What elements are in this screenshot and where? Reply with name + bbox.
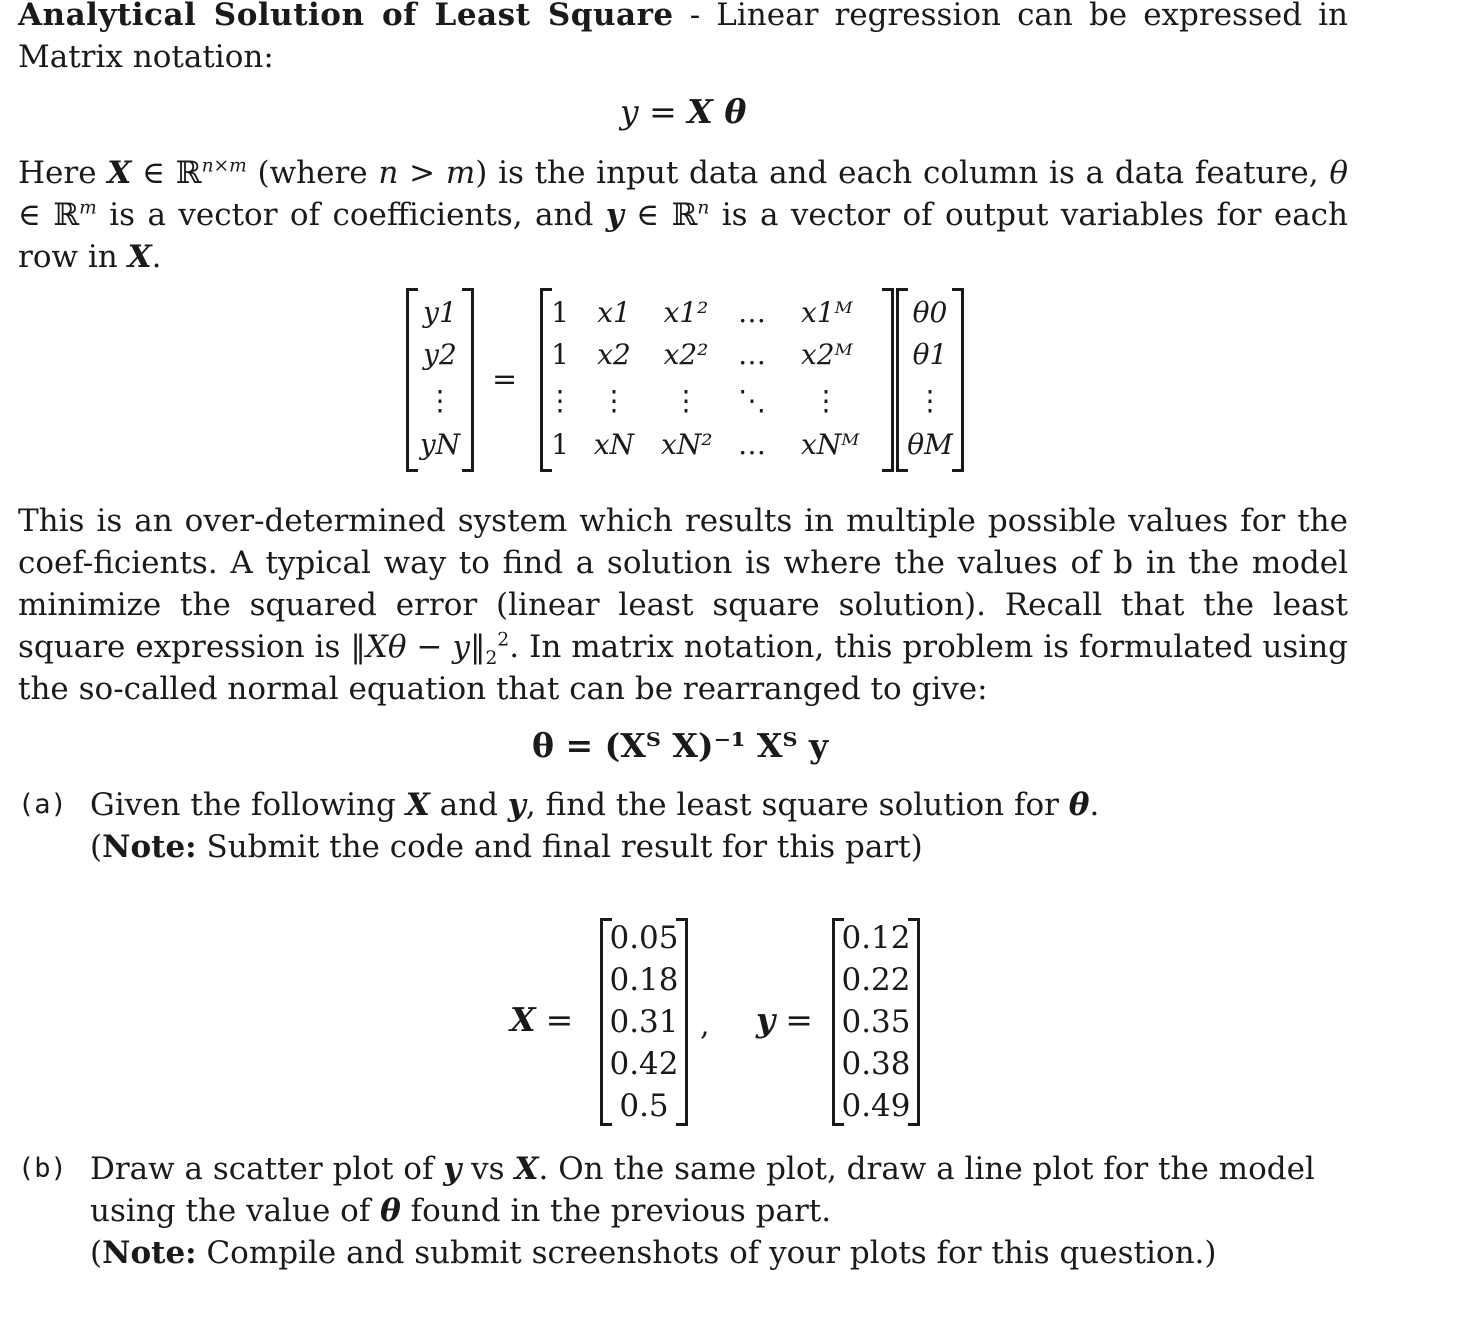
superscript: 2	[497, 629, 510, 651]
normal-equation: θ = (Xᵀ X)⁻¹ Xᵀ y	[532, 726, 829, 765]
theta-cell: θ1	[912, 338, 948, 371]
design-matrix-cell: x2	[597, 338, 631, 371]
text: .	[151, 239, 162, 275]
text: , find the least square solution for	[525, 787, 1069, 823]
note-label: Note:	[102, 1235, 197, 1271]
design-matrix-cell: 1	[551, 338, 569, 371]
superscript: n	[697, 197, 710, 219]
var-X: X	[510, 1000, 536, 1039]
text: ∈ ℝ	[131, 155, 202, 191]
X-value: 0.18	[609, 962, 679, 998]
design-matrix-cell: x1²	[663, 296, 709, 329]
part-a-body	[90, 784, 1348, 868]
eq-y: y	[620, 92, 639, 131]
design-matrix-cell: x2²	[663, 338, 709, 371]
eq-theta: θ	[712, 92, 747, 131]
equals: =	[785, 1000, 813, 1039]
var-m: m	[445, 155, 476, 191]
text: ∈ ℝ	[623, 197, 698, 233]
text: .	[1089, 787, 1100, 823]
design-matrix-cell: x1	[597, 296, 631, 329]
text: and	[429, 787, 508, 823]
text: (where	[246, 155, 379, 191]
X-value: 0.5	[619, 1088, 669, 1124]
definition-paragraph	[18, 152, 1348, 278]
eq-X: X	[687, 92, 713, 131]
design-matrix-cell: xN	[593, 428, 635, 461]
design-matrix-cell: ⋮	[672, 384, 700, 417]
superscript: m	[79, 197, 97, 219]
design-matrix-cell: ⋮	[812, 384, 840, 417]
theta-cell: ⋮	[916, 384, 944, 417]
text: Draw a scatter plot of	[90, 1151, 444, 1187]
var-theta: θ	[1068, 787, 1090, 823]
part-b	[18, 1148, 1348, 1274]
y-value: 0.22	[841, 962, 911, 998]
intro-text: - Linear regression can be expressed in Matrix notation:	[18, 0, 1349, 75]
theta-cell: θM	[907, 428, 953, 461]
design-matrix-cell: …	[738, 338, 766, 371]
comma: ,	[700, 1008, 710, 1043]
text: Given the following	[90, 787, 406, 823]
matrix-equals: =	[492, 362, 518, 397]
var-theta: θ	[1329, 155, 1349, 191]
y-value: 0.49	[841, 1088, 911, 1124]
y-cell: ⋮	[426, 384, 454, 417]
var-y: y	[756, 1000, 776, 1039]
var-y: y	[507, 787, 526, 823]
var-n: n	[378, 155, 399, 191]
design-matrix-cell: 1	[551, 296, 569, 329]
text: >	[398, 155, 446, 191]
text: ∈ ℝ	[18, 197, 80, 233]
part-b-body	[90, 1148, 1348, 1274]
text: is a vector of coefficients, and	[96, 197, 606, 233]
section-heading: Analytical Solution of Least Square	[18, 0, 674, 33]
X-value: 0.31	[609, 1004, 679, 1040]
least-square-paragraph	[18, 500, 1348, 710]
X-value: 0.42	[609, 1046, 679, 1082]
var-X: X	[514, 1151, 539, 1187]
y-value: 0.35	[841, 1004, 911, 1040]
equals: =	[545, 1000, 574, 1039]
text: (	[90, 829, 103, 865]
y-value: 0.12	[841, 920, 911, 956]
note-label: Note:	[102, 829, 197, 865]
text: ) is the input data and each column is a data feature,	[475, 155, 1330, 191]
text: vs	[461, 1151, 515, 1187]
text: Submit the code and final result for this part)	[196, 829, 923, 865]
eq-equals: =	[638, 92, 688, 131]
part-a-label: (a)	[18, 789, 67, 820]
var-X: X	[405, 787, 430, 823]
text: Here	[18, 155, 108, 191]
superscript: n×m	[201, 155, 247, 177]
X-value: 0.05	[609, 920, 679, 956]
text: . In matrix notation, this problem is formulated using the so-called normal equation that can be rearranged to give:	[18, 629, 1348, 707]
y-cell: y2	[423, 338, 457, 371]
X-vector	[600, 918, 688, 1126]
var-X: X	[107, 155, 132, 191]
design-matrix-cell: xNᴹ	[801, 428, 860, 461]
y-cell: yN	[419, 428, 461, 461]
design-matrix-cell: 1	[551, 428, 569, 461]
design-matrix-cell: ⋮	[546, 384, 574, 417]
y-cell: y1	[423, 296, 457, 329]
part-a	[18, 784, 1348, 868]
norm-expression: ‖Xθ − y‖	[350, 629, 486, 665]
X-label	[510, 1000, 573, 1039]
var-theta: θ	[380, 1193, 401, 1229]
design-matrix-cell: …	[738, 296, 766, 329]
text: . On the same plot, draw a line plot for the model using the value of	[90, 1151, 1315, 1229]
var-y: y	[605, 197, 624, 233]
part-b-label: (b)	[18, 1153, 67, 1184]
subscript: 2	[485, 648, 498, 670]
text: Compile and submit screenshots of your plots for this question.)	[196, 1235, 1217, 1271]
y-label	[756, 1000, 813, 1039]
design-matrix-cell: x2ᴹ	[801, 338, 853, 371]
equation-model	[620, 92, 746, 131]
text: is a vector of output variables for each row in	[18, 197, 1348, 275]
y-vector	[406, 288, 474, 472]
theta-cell: θ0	[912, 296, 948, 329]
y-value: 0.38	[841, 1046, 911, 1082]
var-X: X	[127, 239, 152, 275]
y-data-vector	[832, 918, 920, 1126]
var-y: y	[443, 1151, 462, 1187]
text: This is an over-determined system which results in multiple possible values for the coef-ficients. A typical way to find a solution is where the values of b in the model minimize the squared error (linear least square solution). Recall that the least square expression is	[18, 503, 1348, 665]
text: found in the previous part.	[400, 1193, 832, 1229]
design-matrix-cell: …	[738, 428, 766, 461]
design-matrix-cell: x1ᴹ	[801, 296, 853, 329]
text: (	[90, 1235, 103, 1271]
design-matrix-cell: xN²	[661, 428, 713, 461]
theta-vector	[896, 288, 964, 472]
intro-paragraph	[18, 0, 1348, 78]
design-matrix-cell: ⋱	[738, 384, 766, 417]
design-matrix-cell: ⋮	[600, 384, 628, 417]
